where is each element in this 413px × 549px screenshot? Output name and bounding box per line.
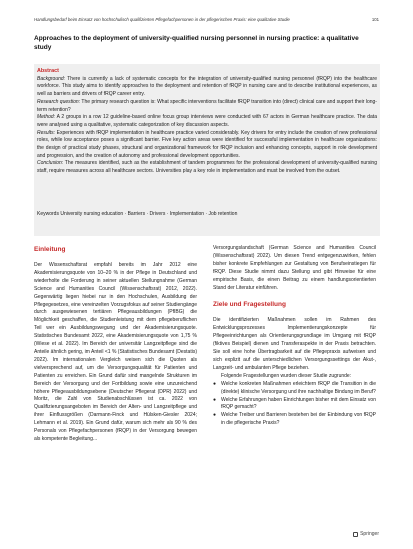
abstract-method — [37, 114, 377, 129]
list-item: ● Welche Treiber und Barrieren bestehen bei der Einbindung von fRQP in die pflegerische Praxis? — [213, 412, 376, 428]
keywords: Keywords University nursing education · Barriers · Drivers · Implementation · Job retention — [37, 211, 238, 217]
results-text: Experiences with fRQP implementation in healthcare practice varied considerably. Key drivers for entry include the creation of new professional roles, while low acceptance poses a significant barrier. Five key action areas were identified for successful implementation in healthcare organizations: the design of practical study phases, structural and organizational framework for fRQP inclusion and enhancing concepts, support in role development and progression, and the creation of autonomy and professional development opportunities. — [37, 129, 377, 159]
article-title: Approaches to the deployment of university-qualified nursing personnel in nursing practice: a qualitative study — [34, 35, 359, 51]
paragraph: Folgende Fragestellungen wurden dieser Studie zugrunde: — [221, 372, 352, 379]
right-column — [213, 245, 376, 428]
abstract-heading: Abstract — [37, 68, 59, 74]
abstract-results — [37, 130, 377, 161]
background-text: There is currently a lack of systematic concepts for the integration of university-qualified nursing personnel (fRQP) into the healthcare workforce. This study aims to identify approaches to the deployment and retention of fRQP in nursing care and to describe institutional experiences, as well as barriers and drivers of fRQP career entry. — [37, 75, 377, 98]
method-label: Method: — [37, 114, 56, 121]
section-heading-einleitung: Einleitung — [34, 246, 66, 253]
paragraph: Versorgungslandschaft (German Science and Humanities Council (Wissenschaftsrat) 2022). Um diesen Trend entgegenzuwirken, fehlen bisher konkrete Empfehlungen zur Gestaltung von Berufseinstiegen für fRQP. Diese Studie nimmt dazu Stellung und gibt Hinweise für eine empirische Basis, die einen Beitrag zu einem handlungsorientierten Stand der Literatur einführen. — [213, 245, 376, 291]
abstract-conclusion — [37, 160, 377, 175]
page-number: 101 — [371, 17, 379, 22]
conclusion-text: The measures identified, such as the establishment of tandem programmes for the professional development of university-qualified nursing staff, require measures across all healthcare sectors. Universities play a key role in implementation and must be involved from the outset. — [37, 160, 377, 175]
section-heading-ziele: Ziele und Fragestellung — [213, 301, 286, 309]
publisher-name: Springer — [360, 531, 379, 537]
running-header — [34, 17, 379, 22]
question-label: Research question: — [37, 98, 81, 105]
abstract-question — [37, 99, 377, 114]
paragraph: Der Wissenschaftsrat empfahl bereits im Jahr 2012 eine Akademisierungsquote von 10–20 % in der Pflege in Deutschland und wiederholte die Forderung in seiner aktuellen Stellungnahme (German Science and Humanities Council (Wissenschaftsrat) 2012, 2022). Gegenwärtig liegen hiebei nur in den Hochschulen, Ausbildung der Pflegegesetzes, eine vereinzelten Vorzugsfokus auf seiner Studiengänge durch ausgewiesenen tertiären Pflegeausbildungen (PfIBG) die Möglichkeit geschaffen, die Studienleistung mit dem pflegeberuflichen Teil wer ein Ausbildungswegung und der Akademisierungsquote. Statistisches Bundesamt 2022, eine Akademisierungsquote von 1,75 % (Wiese et al. 2022). Im Bereich der universitär Langzeitpflege sind die Anteile ähnlich gering, im Anteil <1 % (Statistisches Bundesamt (Destatis) 2022). Im internationalen Vergleich weisen sich die Quoten als vielversprechend auf, um die Versorgungsqualität für Patienten und Patienten zu erreichen. Ein Grund dafür sind mangelnde Strukturen im Bereich der Versorgung und der Fortbildung sowie eine unzureichend höhere Pflegeausbildungsebene (Deutscher Pflegerat (DPR) 2022) und Moritz, die Zahl von Studienabschlüssen ist ca. 2022 von Qualifizierungsangeboten im Bereich der Alten- und Langzeitpflege und ihrer Einflussgrößen (Darmann-Finck und Hülsken-Giesler 2024; Lehmann et al. 2019). Ein Grund dafür, warum sich mehr als 90 % des Personals von Pflegefachpersonen (fRQP) in der Versorgung bewegen als kompetente Begleitung... — [34, 262, 197, 442]
springer-horse-icon — [353, 532, 358, 537]
question-list — [213, 381, 376, 428]
running-title: Handlungsbedarf beim Einsatz von hochschulisch qualifizierten Pflegefachpersonen in der pflegerischen Praxis: eine qualitative Studie — [34, 17, 290, 22]
method-text: A 2 groups in a row 12 guideline-based online focus group interviews were conducted with 67 actors in German healthcare practice. The data were analysed using a qualitative, systematic categorization of key discussion aspects. — [37, 114, 377, 128]
background-label: Background: — [37, 75, 66, 82]
conclusion-label: Conclusion: — [37, 160, 64, 167]
abstract-background — [37, 76, 377, 99]
list-item: ● Welche konkreten Maßnahmen erleichtern fRQP die Transition in die (direkte) klinische Versorgung und ihre nachhaltige Bindung im Beruf? — [213, 381, 376, 397]
question-text: The primary research question is: What specific interventions facilitate fRQP transition into (direct) clinical care and support their long-term retention? — [37, 98, 377, 113]
list-item: ● Welche Erfahrungen haben Einrichtungen bisher mit dem Einsatz von fRQP gemacht? — [213, 397, 376, 413]
left-column — [34, 245, 197, 444]
results-label: Results: — [37, 129, 56, 136]
paragraph: Die identifizierten Maßnahmen sollen im Rahmen des Entwicklungsprozesses Implementierungskonzepte für Pflegeeinrichtungen als Orientierungsgrundlage im Umgang mit fRQP (fiktives Beispiel) dienen und Transferaspekte in der Praxis betrachten. Sie soll eine hohe Übertragbarkeit auf die Pflegepraxis aufweisen und sich explizit auf die unterschiedlichen Versorgungssettings der Akut-, Langzeit- und ambulanten Pflege beziehen. — [213, 317, 376, 371]
publisher-logo — [353, 531, 379, 537]
